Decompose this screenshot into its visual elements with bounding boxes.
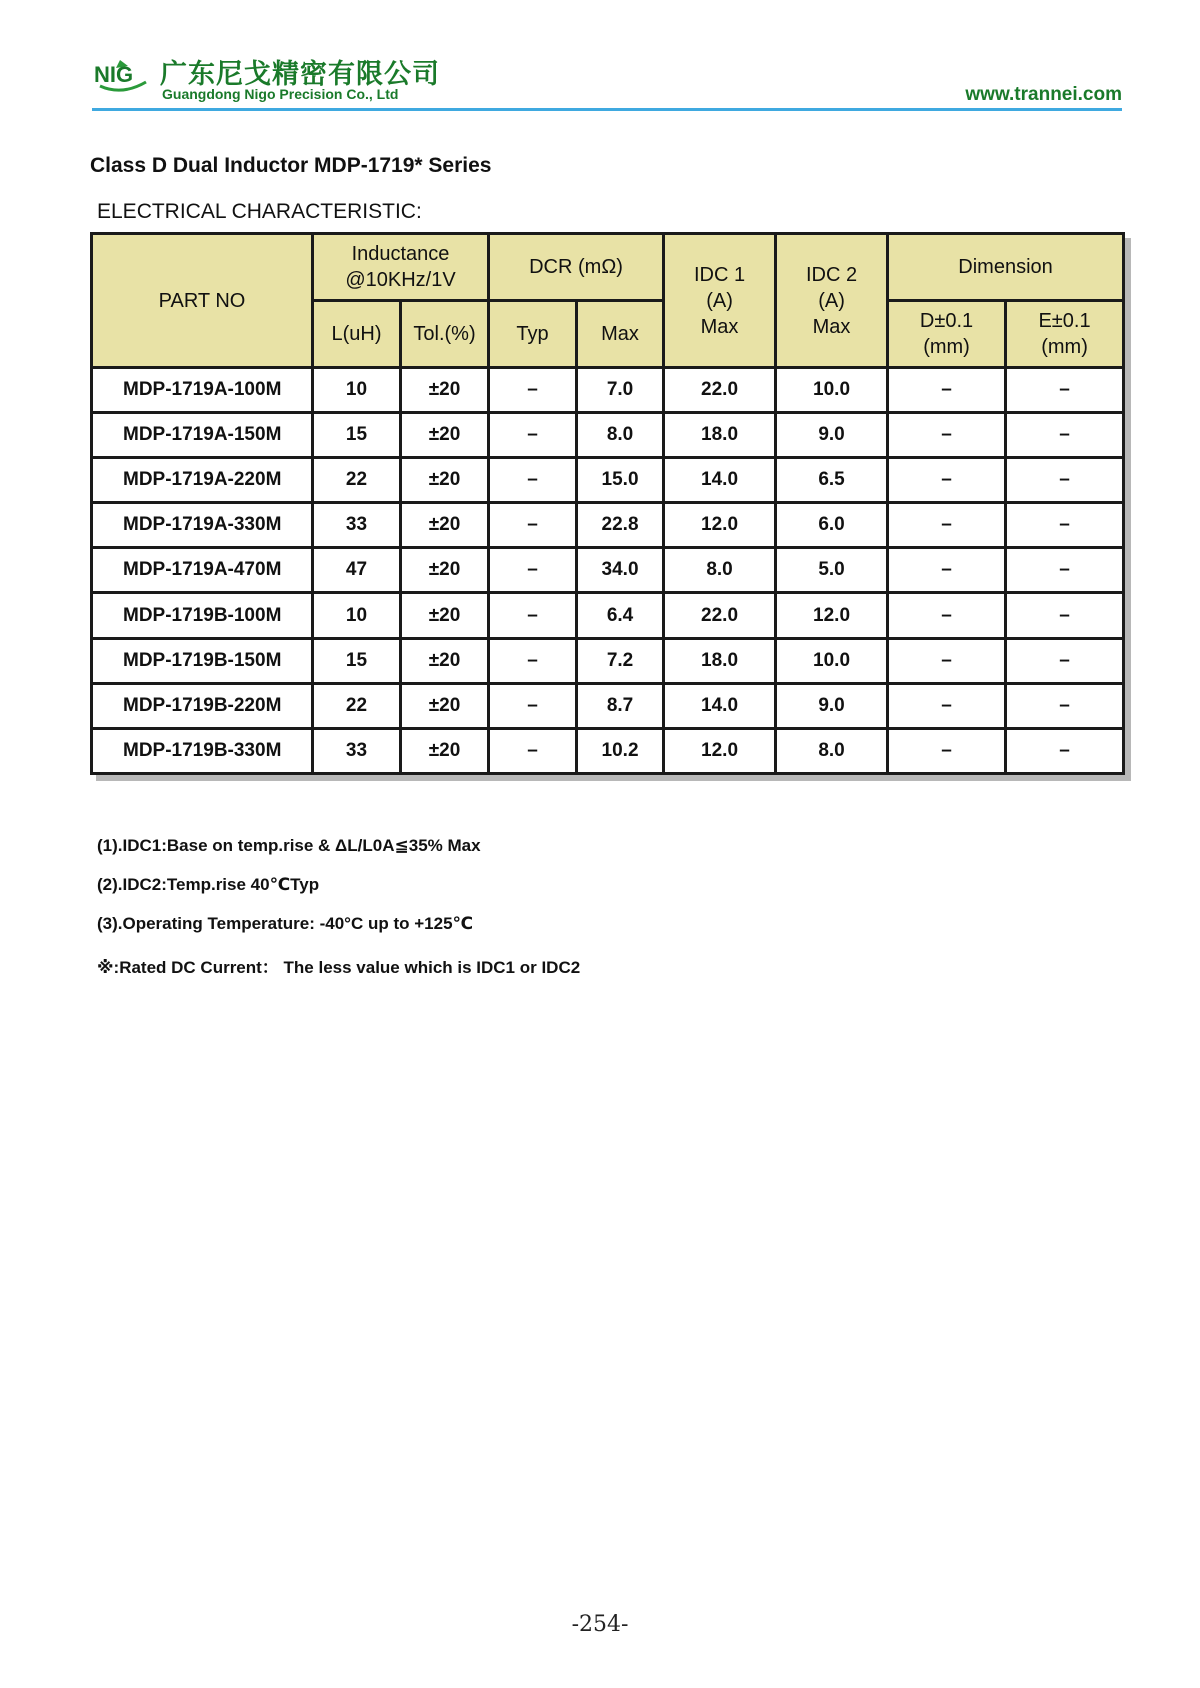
notes-section (97, 836, 580, 992)
cell-idc1: 14.0 (664, 458, 776, 503)
cell-dcr-max: 15.0 (577, 458, 664, 503)
cell-tolerance: ±20 (401, 728, 489, 773)
cell-dim-d: – (888, 458, 1006, 503)
cell-tolerance: ±20 (401, 368, 489, 413)
cell-tolerance: ±20 (401, 683, 489, 728)
header-dcr-typ: Typ (489, 301, 577, 368)
table-row (92, 638, 1124, 683)
header-dim-d (888, 301, 1006, 368)
header-inductance-line2: @10KHz/1V (345, 269, 456, 291)
note-idc2: (2).IDC2:Temp.rise 40℃Typ (97, 875, 320, 894)
table-row (92, 728, 1124, 773)
header-idc1-line3: Max (700, 315, 739, 338)
cell-tolerance: ±20 (401, 548, 489, 593)
cell-idc1: 18.0 (664, 413, 776, 458)
table-row (92, 548, 1124, 593)
page-number: -254- (571, 1612, 629, 1637)
cell-dim-d: – (888, 368, 1006, 413)
cell-part-no: MDP-1719A-150M (92, 413, 313, 458)
cell-idc2: 12.0 (776, 593, 888, 638)
cell-idc2: 9.0 (776, 683, 888, 728)
company-logo (92, 56, 154, 96)
cell-idc2: 5.0 (776, 548, 888, 593)
cell-dim-e: – (1006, 368, 1124, 413)
cell-dim-e: – (1006, 503, 1124, 548)
cell-dcr-max: 8.0 (577, 413, 664, 458)
cell-dim-e: – (1006, 458, 1124, 503)
cell-part-no: MDP-1719A-470M (92, 548, 313, 593)
cell-dcr-typ: – (489, 548, 577, 593)
cell-tolerance: ±20 (401, 593, 489, 638)
cell-part-no: MDP-1719B-100M (92, 593, 313, 638)
cell-dim-e: – (1006, 413, 1124, 458)
cell-part-no: MDP-1719A-220M (92, 458, 313, 503)
cell-dcr-typ: – (489, 503, 577, 548)
section-title: ELECTRICAL CHARACTERISTIC: (97, 200, 422, 223)
header-inductance-line1: Inductance (351, 243, 450, 265)
header-idc1-line2: (A) (706, 289, 733, 312)
header-l-uh: L(uH) (313, 301, 401, 368)
cell-dcr-typ: – (489, 638, 577, 683)
company-name-chinese: 广东尼戈精密有限公司 (160, 59, 440, 90)
cell-idc2: 10.0 (776, 368, 888, 413)
header-inductance (313, 234, 489, 301)
cell-idc1: 18.0 (664, 638, 776, 683)
cell-inductance: 47 (313, 548, 401, 593)
cell-part-no: MDP-1719A-100M (92, 368, 313, 413)
header-dimension: Dimension (888, 234, 1124, 301)
cell-idc1: 22.0 (664, 593, 776, 638)
cell-dcr-typ: – (489, 458, 577, 503)
cell-inductance: 10 (313, 368, 401, 413)
header-idc1-line1: IDC 1 (693, 263, 746, 286)
cell-inductance: 33 (313, 503, 401, 548)
table-row (92, 458, 1124, 503)
cell-idc2: 6.0 (776, 503, 888, 548)
cell-idc1: 22.0 (664, 368, 776, 413)
cell-dim-e: – (1006, 638, 1124, 683)
cell-dim-e: – (1006, 728, 1124, 773)
cell-part-no: MDP-1719A-330M (92, 503, 313, 548)
cell-dim-e: – (1006, 593, 1124, 638)
header-dim-e (1006, 301, 1124, 368)
cell-inductance: 15 (313, 638, 401, 683)
cell-idc1: 8.0 (664, 548, 776, 593)
note-idc1: (1).IDC1:Base on temp.rise & ΔL/L0A≦35% Max (97, 836, 481, 855)
table-row (92, 503, 1124, 548)
header-idc1 (664, 234, 776, 368)
header-dim-e-line2: (mm) (1041, 336, 1088, 358)
table-row (92, 413, 1124, 458)
cell-dim-e: – (1006, 548, 1124, 593)
cell-dim-d: – (888, 638, 1006, 683)
cell-part-no: MDP-1719B-220M (92, 683, 313, 728)
cell-tolerance: ±20 (401, 413, 489, 458)
cell-tolerance: ±20 (401, 458, 489, 503)
cell-dim-d: – (888, 413, 1006, 458)
cell-dcr-max: 22.8 (577, 503, 664, 548)
cell-dim-d: – (888, 593, 1006, 638)
header-idc2 (776, 234, 888, 368)
cell-dcr-typ: – (489, 683, 577, 728)
cell-dcr-max: 6.4 (577, 593, 664, 638)
table-row (92, 593, 1124, 638)
cell-idc1: 12.0 (664, 728, 776, 773)
svg-text:NIG: NIG (94, 62, 134, 87)
cell-inductance: 22 (313, 683, 401, 728)
header-dim-d-line1: D±0.1 (919, 310, 974, 332)
table-row (92, 368, 1124, 413)
cell-dcr-max: 34.0 (577, 548, 664, 593)
cell-dcr-typ: – (489, 728, 577, 773)
cell-dim-d: – (888, 728, 1006, 773)
cell-idc1: 12.0 (664, 503, 776, 548)
header-idc2-line2: (A) (818, 289, 845, 312)
company-name-english: Guangdong Nigo Precision Co., Ltd (162, 86, 399, 102)
header-divider (92, 108, 1122, 111)
page-header (92, 48, 1122, 114)
cell-idc2: 8.0 (776, 728, 888, 773)
cell-inductance: 22 (313, 458, 401, 503)
electrical-characteristics-table (90, 232, 1125, 775)
cell-dcr-typ: – (489, 413, 577, 458)
cell-tolerance: ±20 (401, 638, 489, 683)
cell-inductance: 10 (313, 593, 401, 638)
header-part-no: PART NO (92, 234, 313, 368)
note-operating-temperature: (3).Operating Temperature: -40°C up to +125℃ (97, 914, 474, 933)
cell-inductance: 33 (313, 728, 401, 773)
cell-dim-d: – (888, 548, 1006, 593)
cell-part-no: MDP-1719B-330M (92, 728, 313, 773)
cell-idc2: 6.5 (776, 458, 888, 503)
cell-tolerance: ±20 (401, 503, 489, 548)
note-rated-dc-current: ※:Rated DC Current： The less value which is IDC1 or IDC2 (97, 958, 581, 977)
cell-idc2: 9.0 (776, 413, 888, 458)
header-dcr-max: Max (577, 301, 664, 368)
cell-part-no: MDP-1719B-150M (92, 638, 313, 683)
cell-inductance: 15 (313, 413, 401, 458)
cell-dcr-typ: – (489, 593, 577, 638)
table-row (92, 683, 1124, 728)
cell-dcr-typ: – (489, 368, 577, 413)
header-tol: Tol.(%) (401, 301, 489, 368)
header-dcr: DCR (mΩ) (489, 234, 664, 301)
cell-dcr-max: 10.2 (577, 728, 664, 773)
header-dim-e-line1: E±0.1 (1038, 310, 1091, 332)
cell-dim-d: – (888, 503, 1006, 548)
cell-dcr-max: 8.7 (577, 683, 664, 728)
cell-dcr-max: 7.2 (577, 638, 664, 683)
header-idc2-line3: Max (812, 315, 851, 338)
cell-idc2: 10.0 (776, 638, 888, 683)
series-title: Class D Dual Inductor MDP-1719* Series (90, 154, 492, 177)
cell-idc1: 14.0 (664, 683, 776, 728)
cell-dim-d: – (888, 683, 1006, 728)
header-idc2-line1: IDC 2 (805, 263, 858, 286)
cell-dcr-max: 7.0 (577, 368, 664, 413)
cell-dim-e: – (1006, 683, 1124, 728)
header-dim-d-line2: (mm) (923, 336, 970, 358)
website-link[interactable]: www.trannei.com (965, 84, 1122, 105)
